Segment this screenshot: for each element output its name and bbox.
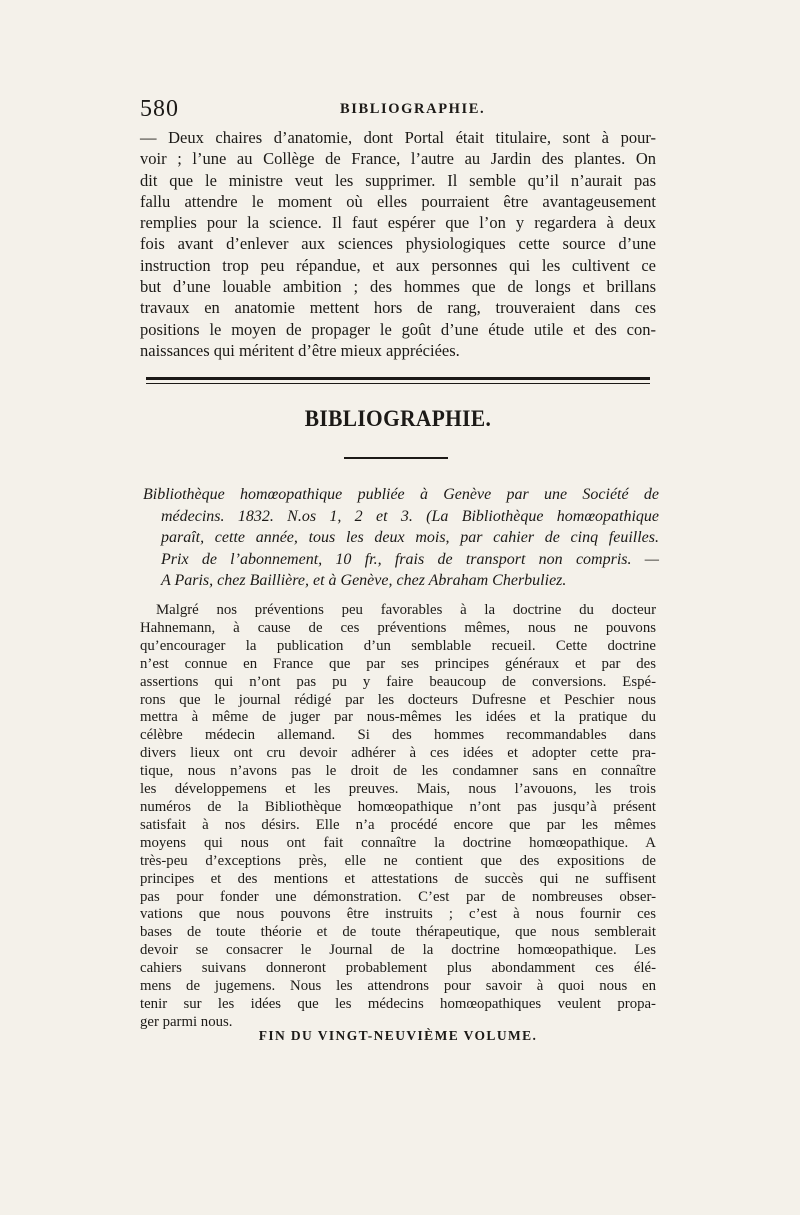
citation-line: Prix de l’abonnement, 10 fr., frais de transport non compris. — [161, 550, 659, 568]
text-line: ger parmi nous. [140, 1013, 233, 1030]
section-divider-thin [146, 383, 650, 384]
text-line: qu’encourager la publication d’un semblable recueil. Cette doctrine [140, 637, 656, 654]
paragraph-anatomy-chairs [140, 127, 656, 361]
citation-line: paraît, cette année, tous les deux mois, par cahier de cinq feuilles. [161, 529, 659, 546]
text-line: positions le moyen de propager le goût d’une étude utile et des con- [140, 319, 656, 339]
citation-line: A Paris, chez Baillière, et à Genève, chez Abraham Cherbuliez. [161, 572, 567, 589]
text-line: n’est connue en France que par ses principes généraux et par des [140, 655, 656, 672]
text-line: satisfait à nos désirs. Elle n’a procédé encore que par les mêmes [140, 816, 656, 833]
text-line: très-peu d’exceptions près, elle ne contient que des expositions de [140, 852, 656, 869]
text-line: moyens qui nous ont fait connaître la doctrine homœopathique. A [140, 834, 656, 851]
text-line: tenir sur les idées que les médecins homœopathiques veulent propa- [140, 995, 656, 1012]
text-line: naissances qui méritent d’être mieux appréciées. [140, 340, 460, 360]
section-divider-thick [146, 377, 650, 380]
text-line: vations que nous pouvons être instruits ; c’est à nous fournir ces [140, 906, 656, 923]
text-line: voir ; l’une au Collège de France, l’autre au Jardin des plantes. On [140, 149, 656, 169]
text-line: fallu attendre le moment où elles pourraient être avantageusement [140, 191, 656, 211]
text-line: cahiers suivans donneront probablement plus abondamment ces élé- [140, 960, 656, 977]
text-line: Malgré nos préventions peu favorables à la doctrine du docteur [156, 602, 656, 618]
text-line: rons que le journal rédigé par les docteurs Dufresne et Peschier nous [140, 691, 656, 708]
title-underline-rule [344, 457, 448, 459]
text-line: principes et des mentions et attestations de succès qui ne suffisent [140, 870, 656, 887]
page-number: 580 [140, 96, 179, 122]
text-line: but d’une louable ambition ; des hommes que de longs et brillans [140, 277, 656, 297]
text-line: mens de jugemens. Nous les attendrons pour savoir à quoi nous en [140, 978, 656, 995]
text-line: divers lieux ont cru devoir adhérer à ces idées et adopter cette pra- [140, 745, 656, 762]
text-line: — Deux chaires d’anatomie, dont Portal était titulaire, sont à pour- [140, 128, 656, 147]
text-line: assertions qui n’ont pas pu y faire beaucoup de conversions. Espé- [140, 673, 656, 690]
text-line: tique, nous n’avons pas le droit de les condamner sans en connaître [140, 763, 656, 780]
text-line: Hahnemann, à cause de ces préventions mêmes, nous ne pouvons [140, 619, 656, 636]
running-title: BIBLIOGRAPHIE. [340, 101, 486, 117]
citation-line: médecins. 1832. N.os 1, 2 et 3. (La Bibliothèque homœopathique [161, 507, 659, 525]
text-line: pas pour fonder une démonstration. C’est par de nombreuses obser- [140, 888, 656, 905]
running-head [140, 96, 680, 122]
section-title: BIBLIOGRAPHIE. [304, 406, 492, 431]
text-line: devoir se consacrer le Journal de la doctrine homœopathique. Les [140, 942, 656, 959]
book-citation [143, 484, 659, 592]
citation-line: Bibliothèque homœopathique publiée à Genève par une Société de [143, 486, 659, 503]
text-line: remplies pour la science. Il faut espérer que l’on y regardera à deux [140, 213, 656, 233]
text-line: mettra à même de juger par nous-mêmes les idées et la pratique du [140, 709, 656, 726]
text-line: célèbre médecin allemand. Si des hommes recommandables dans [140, 727, 656, 744]
text-line: fois avant d’enlever aux sciences physiologiques cette source d’une [140, 234, 656, 254]
text-line: instruction trop peu répandue, et aux personnes qui les cultivent ce [140, 255, 656, 275]
review-paragraph [140, 602, 656, 1032]
text-line: travaux en anatomie mettent hors de rang, trouveraient dans ces [140, 298, 656, 318]
text-line: dit que le ministre veut les supprimer. Il semble qu’il n’aurait pas [140, 170, 656, 190]
text-line: bases de toute théorie et de toute thérapeutique, que nous semblerait [140, 924, 656, 941]
text-line: numéros de la Bibliothèque homœopathique n’ont pas jusqu’à présent [140, 798, 656, 815]
volume-colophon: FIN DU VINGT-NEUVIÈME VOLUME. [258, 1028, 538, 1043]
text-line: les développemens et les preuves. Mais, nous l’avouons, les trois [140, 781, 656, 798]
